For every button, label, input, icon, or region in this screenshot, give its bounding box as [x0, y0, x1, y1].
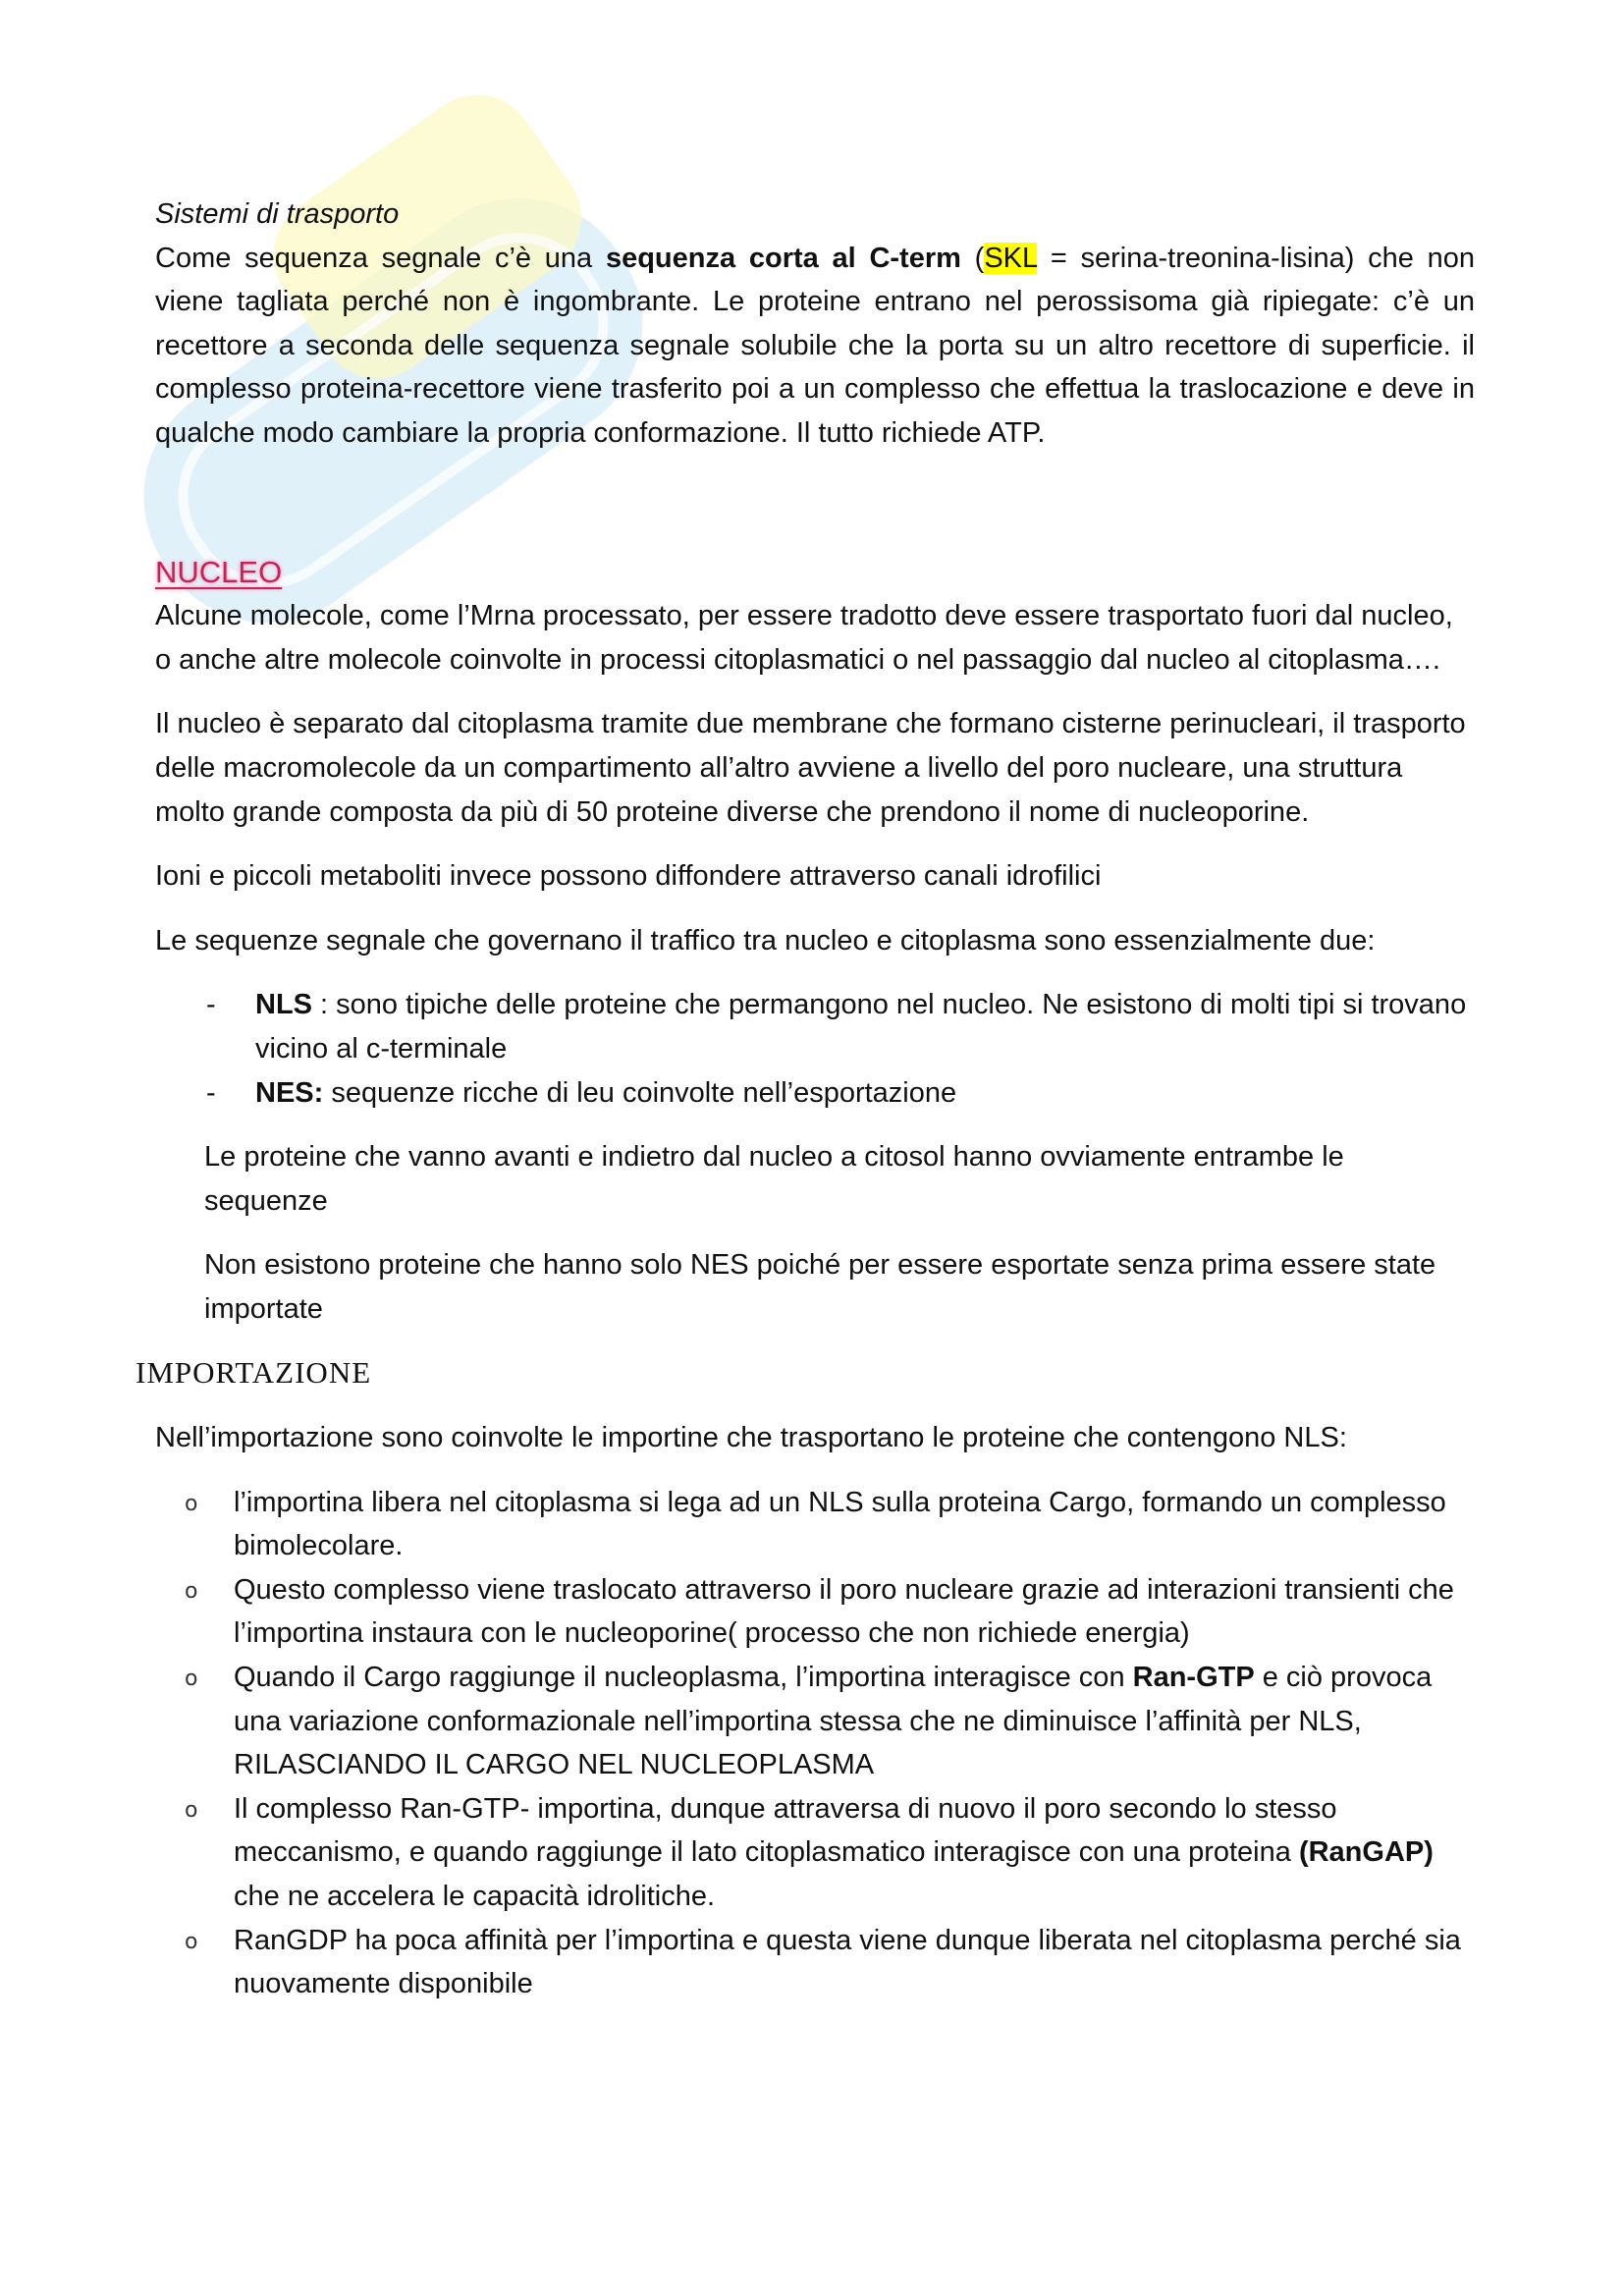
- dash-bullet: -: [206, 1076, 216, 1109]
- list-item: o Il complesso Ran-GTP- importina, dunque attraversa di nuovo il poro secondo lo stesso meccanismo, e quando raggiunge il lato citoplasmatico interagisce con una proteina (RanGAP) che ne accelera le capacità idrolitiche.: [155, 1787, 1475, 1919]
- circle-bullet: o: [185, 1797, 198, 1823]
- list-item: o RanGDP ha poca affinità per l’importina e questa viene dunque liberata nel citoplasma perché sia nuovamente disponibile: [155, 1919, 1475, 2006]
- paragraph-skl: Come sequenza segnale c’è una sequenza corta al C-term (SKL = serina-treonina-lisina) che non viene tagliata perché non è ingombrante. Le proteine entrano nel perossisoma già ripiegate: c’è un recettore a seconda delle sequenza segnale solubile che la porta su un altro recettore di superficie. il complesso proteina-recettore viene trasferito poi a un complesso che effettua la traslocazione e deve in qualche modo cambiare la propria conformazione. Il tutto richiede ATP.: [155, 242, 1476, 449]
- circle-bullet: o: [185, 1929, 198, 1954]
- nucleo-paragraph-2: Il nucleo è separato dal citoplasma tramite due membrane che formano cisterne perinucleari, il trasporto delle macromolecole da un compartimento all’altro avviene a livello del poro nucleare, una struttura molto grande composta da più di 50 proteine diverse che prendono il nome di nucleoporine.: [155, 708, 1466, 828]
- nucleo-paragraph-1: Alcune molecole, come l’Mrna processato, per essere tradotto deve essere trasportato fuori dal nucleo, o anche altre molecole coinvolte in processi citoplasmatici o nel passaggio dal nucleo al citoplasma….: [155, 600, 1453, 676]
- list-item: - NLS : sono tipiche delle proteine che permangono nel nucleo. Ne esistono di molti tipi si trovano vicino al c-terminale: [155, 983, 1475, 1070]
- nucleo-paragraph-5: Le proteine che vanno avanti e indietro dal nucleo a citosol hanno ovviamente entrambe le sequenze: [204, 1141, 1344, 1217]
- document-page: [135, 192, 1476, 2006]
- importazione-steps-list: [155, 1481, 1475, 2006]
- importazione-heading: IMPORTAZIONE: [135, 1355, 372, 1391]
- circle-bullet: o: [185, 1491, 198, 1516]
- nucleo-paragraph-4: Le sequenze segnale che governano il traffico tra nucleo e citoplasma sono essenzialmente due:: [155, 924, 1376, 957]
- importazione-intro: Nell’importazione sono coinvolte le importine che trasportano le proteine che contengono NLS:: [155, 1422, 1347, 1454]
- circle-bullet: o: [185, 1667, 198, 1692]
- list-item: - NES: sequenze ricche di leu coinvolte nell’esportazione: [155, 1071, 1475, 1116]
- dash-bullet: -: [206, 989, 216, 1021]
- circle-bullet: o: [185, 1578, 198, 1604]
- signal-sequence-list: [155, 983, 1475, 1115]
- nucleo-heading: NUCLEO: [155, 554, 283, 589]
- nucleo-paragraph-6: Non esistono proteine che hanno solo NES poiché per essere esportate senza prima essere state importate: [204, 1249, 1436, 1325]
- nucleo-paragraph-3: Ioni e piccoli metaboliti invece possono diffondere attraverso canali idrofilici: [155, 860, 1102, 893]
- highlight-skl: SKL: [984, 242, 1038, 274]
- list-item: o l’importina libera nel citoplasma si lega ad un NLS sulla proteina Cargo, formando un complesso bimolecolare.: [155, 1481, 1475, 1568]
- list-item: o Quando il Cargo raggiunge il nucleoplasma, l’importina interagisce con Ran-GTP e ciò provoca una variazione conformazionale nell’importina stessa che ne diminuisce l’affinità per NLS, RILASCIANDO IL CARGO NEL NUCLEOPLASMA: [155, 1656, 1475, 1787]
- list-item: o Questo complesso viene traslocato attraverso il poro nucleare grazie ad interazioni transienti che l’importina instaura con le nucleoporine( processo che non richiede energia): [155, 1568, 1475, 1656]
- section-title-sistemi: Sistemi di trasporto: [155, 198, 400, 230]
